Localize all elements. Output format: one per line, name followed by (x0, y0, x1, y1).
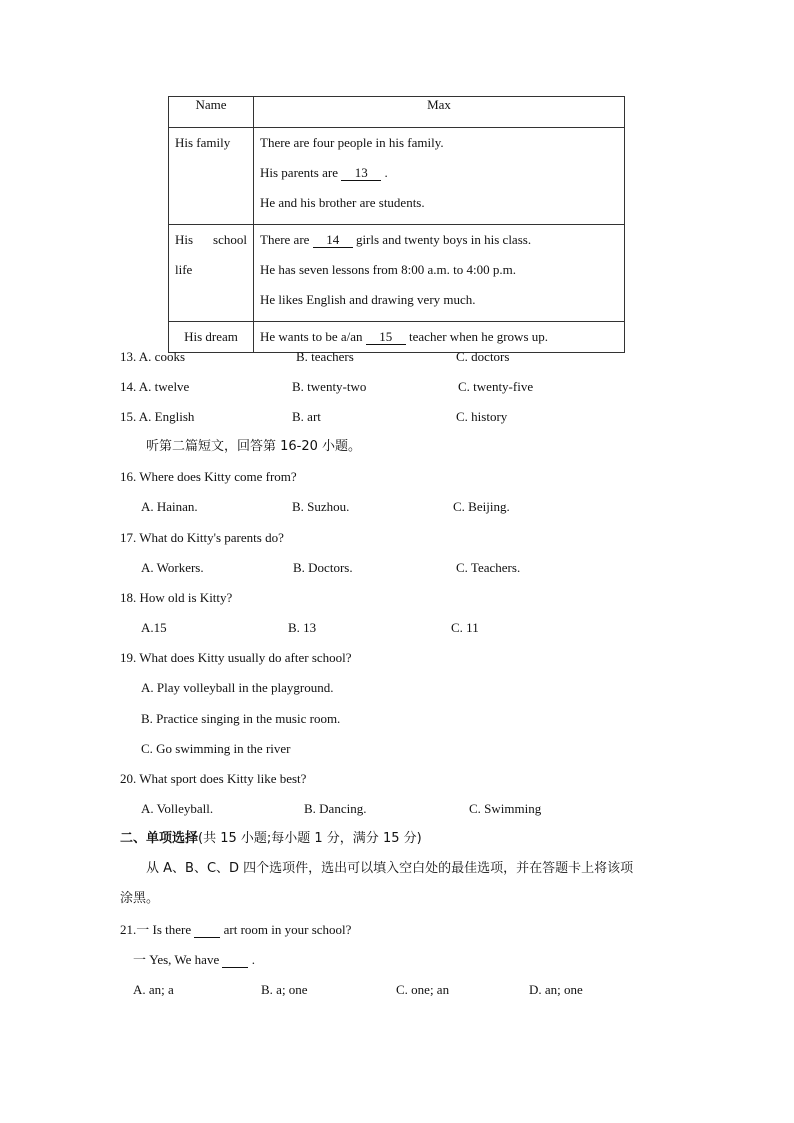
info-table (168, 96, 625, 353)
section-2-heading (120, 831, 422, 847)
q20-option-a: A. Volleyball. (141, 801, 214, 816)
table-row (169, 128, 625, 225)
q21-option-d: D. an; one (529, 982, 583, 997)
table-header-name: Name (169, 97, 254, 128)
q20-stem: 20. What sport does Kitty like best? (120, 771, 307, 786)
q13-option-b: B. teachers (296, 349, 354, 364)
q21-line-1: 21.一 Is there art room in your school? (120, 922, 352, 937)
dream-line: He wants to be a/an 15 teacher when he grows up. (260, 329, 549, 344)
q18-option-c: C. 11 (451, 620, 479, 635)
q18-option-b: B. 13 (288, 620, 317, 635)
family-line-2: His parents are 13 . (260, 165, 388, 180)
q21-option-b: B. a; one (261, 982, 308, 997)
q17-option-b: B. Doctors. (293, 560, 353, 575)
row-label-family: His family (175, 135, 231, 150)
q16-option-a: A. Hainan. (141, 499, 198, 514)
q13-option-c: C. doctors (456, 349, 510, 364)
q21-blank-2 (222, 953, 248, 968)
q21-blank-1 (194, 923, 220, 938)
q18-option-a: A.15 (141, 620, 167, 635)
q21-option-a: A. an; a (133, 982, 174, 997)
blank-14: 14 (313, 233, 353, 248)
school-line-1: There are 14 girls and twenty boys in his class. (260, 232, 532, 247)
q16-stem: 16. Where does Kitty come from? (120, 469, 297, 484)
section-2-instruction-cont: 涂黑。 (120, 891, 160, 906)
q15-option-c: C. history (456, 409, 508, 424)
family-line-3: He and his brother are students. (260, 195, 425, 210)
q16-option-c: C. Beijing. (453, 499, 510, 514)
q18-stem: 18. How old is Kitty? (120, 590, 233, 605)
q14-option-a: 14. A. twelve (120, 379, 190, 394)
q17-option-a: A. Workers. (141, 560, 204, 575)
q19-option-c: C. Go swimming in the river (141, 741, 291, 756)
listening-instruction: 听第二篇短文，回答第 16-20 小题。 (146, 439, 362, 454)
q17-stem: 17. What do Kitty's parents do? (120, 530, 284, 545)
family-line-1: There are four people in his family. (260, 135, 444, 150)
q19-stem: 19. What does Kitty usually do after school? (120, 650, 352, 665)
q19-option-a: A. Play volleyball in the playground. (141, 680, 334, 695)
row-label-dream: His dream (169, 322, 254, 353)
q14-option-c: C. twenty-five (458, 379, 534, 394)
blank-13: 13 (341, 166, 381, 181)
q20-option-c: C. Swimming (469, 801, 542, 816)
table-row: His school life There are 14 girls and twenty boys in his class. He has seven lessons from 8:00 a.m. to 4:00 p.m. He likes English and drawing very much. (169, 225, 625, 322)
section-2-note: (共 15 小题;每小题 1 分，满分 15 分) (198, 831, 422, 846)
row-label-school-life: His school (175, 232, 247, 247)
q15-option-a: 15. A. English (120, 409, 195, 424)
q21-option-c: C. one; an (396, 982, 450, 997)
table-row (169, 322, 625, 353)
q21-line-2: 一 Yes, We have . (133, 952, 255, 967)
q19-option-b: B. Practice singing in the music room. (141, 711, 341, 726)
section-2-instruction: 从 A、B、C、D 四个选项件，选出可以填入空白处的最佳选项，并在答题卡上将该项 (146, 861, 634, 876)
q16-option-b: B. Suzhou. (292, 499, 350, 514)
school-line-2: He has seven lessons from 8:00 a.m. to 4:00 p.m. (260, 262, 516, 277)
q17-option-c: C. Teachers. (456, 560, 521, 575)
school-line-3: He likes English and drawing very much. (260, 292, 476, 307)
table-header-value: Max (254, 97, 625, 128)
blank-15: 15 (366, 330, 406, 345)
q13-option-a: 13. A. cooks (120, 349, 185, 364)
section-2-title: 二、单项选择 (120, 831, 199, 846)
q20-option-b: B. Dancing. (304, 801, 367, 816)
q14-option-b: B. twenty-two (292, 379, 367, 394)
q15-option-b: B. art (292, 409, 321, 424)
